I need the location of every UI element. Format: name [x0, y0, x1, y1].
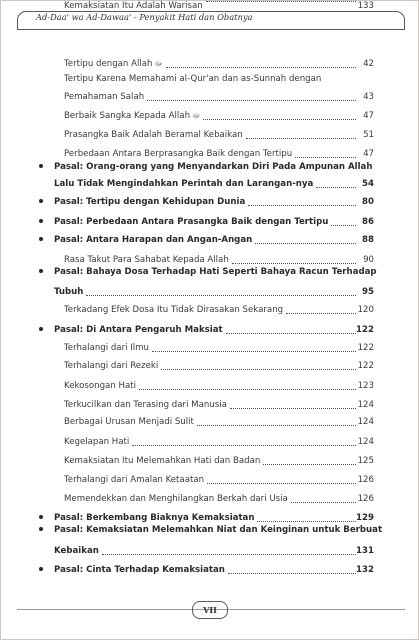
honorific-glyph: ﷻ [190, 112, 201, 120]
dot-leader [246, 138, 356, 139]
toc-bullet [39, 327, 43, 331]
toc-section-title[interactable]: Tertipu dengan Allah ﷻ [64, 59, 163, 69]
toc-page-number: 122 [357, 361, 374, 371]
toc-page-number: 125 [357, 456, 374, 466]
toc-page-number: 51 [363, 130, 374, 140]
toc-chapter-title[interactable]: Pasal: Kemaksiatan Melemahkan Niat dan Keinginan untuk Berbuat [54, 525, 383, 535]
toc-section-title[interactable]: Tertipu Karena Memahami al-Qur'an dan as-Sunnah dengan [64, 74, 322, 84]
toc-chapter-title[interactable]: Pasal: Cinta Terhadap Kemaksiatan [54, 565, 225, 575]
dot-leader [263, 464, 356, 465]
toc-page-number: 86 [362, 217, 374, 227]
toc-chapter-title[interactable]: Pasal: Berkembang Biaknya Kemaksiatan [54, 513, 255, 523]
dot-leader [206, 1, 356, 2]
dot-leader [203, 119, 356, 120]
toc-page-number: 129 [356, 513, 374, 523]
toc-section-title[interactable]: Perbedaan Antara Berprasangka Baik dengan Tertipu [64, 149, 293, 159]
toc-page-number: 80 [362, 197, 374, 207]
toc-page-number: 126 [357, 475, 374, 485]
toc-page-number: 122 [357, 343, 374, 353]
dot-leader [161, 369, 356, 370]
toc-chapter-title[interactable]: Pasal: Bahaya Dosa Terhadap Hati Seperti Bahaya Racun Terhadap [54, 267, 377, 277]
toc-page-number: 124 [357, 417, 374, 427]
dot-leader [139, 389, 356, 390]
toc-chapter-title-continued[interactable]: Kebaikan [54, 546, 99, 556]
dot-leader [102, 554, 356, 555]
toc-section-title[interactable]: Kemaksiatan Itu Melemahkan Hati dan Badan [64, 456, 261, 466]
page-number: VII [192, 601, 228, 619]
toc-page-number: 124 [357, 400, 374, 410]
dot-leader [230, 408, 356, 409]
toc-bullet [39, 515, 43, 519]
dot-leader [86, 295, 356, 296]
toc-section-title[interactable]: Terhalangi dari Ilmu [64, 343, 149, 353]
toc-chapter-title[interactable]: Pasal: Di Antara Pengaruh Maksiat [54, 325, 223, 335]
toc-section-title[interactable]: Berbagai Urusan Menjadi Sulit [64, 417, 194, 427]
dot-leader [226, 333, 356, 334]
toc-bullet [39, 269, 43, 273]
toc-chapter-title[interactable]: Pasal: Tertipu dengan Kehidupan Dunia [54, 197, 246, 207]
toc-page-number: 90 [363, 255, 374, 265]
toc-page-number: 133 [357, 1, 374, 11]
toc-page-number: 132 [356, 565, 374, 575]
toc-page-number: 123 [357, 381, 374, 391]
toc-section-title[interactable]: Rasa Takut Para Sahabat Kepada Allah [64, 255, 229, 265]
toc-bullet [39, 237, 43, 241]
dot-leader [248, 205, 356, 206]
dot-leader [228, 573, 356, 574]
toc-section-title[interactable]: Memendekkan dan Menghilangkan Berkah dari Usia [64, 494, 288, 504]
toc-section-title[interactable]: Kegelapan Hati [64, 437, 130, 447]
honorific-glyph: ﷻ [152, 60, 163, 68]
dot-leader [166, 67, 356, 68]
toc-chapter-title[interactable]: Pasal: Antara Harapan dan Angan-Angan [54, 235, 253, 245]
toc-page-number: 43 [363, 92, 374, 102]
toc-page-number: 88 [362, 235, 374, 245]
header-rule [17, 29, 405, 30]
toc-section-title[interactable]: Terhalangi dari Amalan Ketaatan [64, 475, 205, 485]
toc-page-number: 122 [356, 325, 374, 335]
toc-section-title[interactable]: Terkadang Efek Dosa Itu Tidak Dirasakan Sekarang [64, 305, 284, 315]
toc-section-title[interactable]: Terkucilkan dan Terasing dari Manusia [64, 400, 227, 410]
dot-leader [207, 483, 356, 484]
toc-page-number: 126 [357, 494, 374, 504]
toc-chapter-title[interactable]: Pasal: Orang-orang yang Menyandarkan Diri Pada Ampunan Allah [54, 162, 373, 172]
toc-bullet [39, 219, 43, 223]
toc-chapter-title-continued[interactable]: Tubuh [54, 287, 84, 297]
dot-leader [232, 263, 356, 264]
toc-chapter-title[interactable]: Pasal: Perbedaan Antara Prasangka Baik dengan Tertipu [54, 217, 329, 227]
toc-page-number: 124 [357, 437, 374, 447]
toc-page-number: 47 [363, 111, 374, 121]
toc-page-number: 42 [363, 59, 374, 69]
toc-bullet [39, 567, 43, 571]
toc-bullet [39, 164, 43, 168]
dot-leader [152, 351, 356, 352]
toc-section-title[interactable]: Prasangka Baik Adalah Beramal Kebaikan [64, 130, 243, 140]
toc-section-title-continued[interactable]: Pemahaman Salah [64, 92, 145, 102]
dot-leader [255, 243, 356, 244]
toc-section-title[interactable]: Terhalangi dari Rezeki [64, 361, 159, 371]
dot-leader [197, 425, 356, 426]
dot-leader [147, 100, 356, 101]
toc-section-title[interactable]: Kekosongan Hati [64, 381, 136, 391]
toc-page-number: 131 [356, 546, 374, 556]
toc-page-number: 47 [363, 149, 374, 159]
dot-leader [257, 521, 356, 522]
toc-page-number: 95 [362, 287, 374, 297]
running-header-title: Ad-Daa' wa Ad-Dawaa' - Penyakit Hati dan Obatnya [33, 12, 255, 22]
toc-chapter-title-continued[interactable]: Lalu Tidak Mengindahkan Perintah dan Larangan-nya [54, 179, 314, 189]
toc-page-number: 120 [357, 305, 374, 315]
toc-page-number: 54 [362, 179, 374, 189]
toc-bullet [39, 527, 43, 531]
toc-section-title[interactable]: Kemaksiatan Itu Adalah Warisan [64, 1, 203, 11]
toc-section-title[interactable]: Berbaik Sangka Kepada Allah ﷻ [64, 111, 201, 121]
toc-bullet [39, 199, 43, 203]
dot-leader [132, 445, 356, 446]
